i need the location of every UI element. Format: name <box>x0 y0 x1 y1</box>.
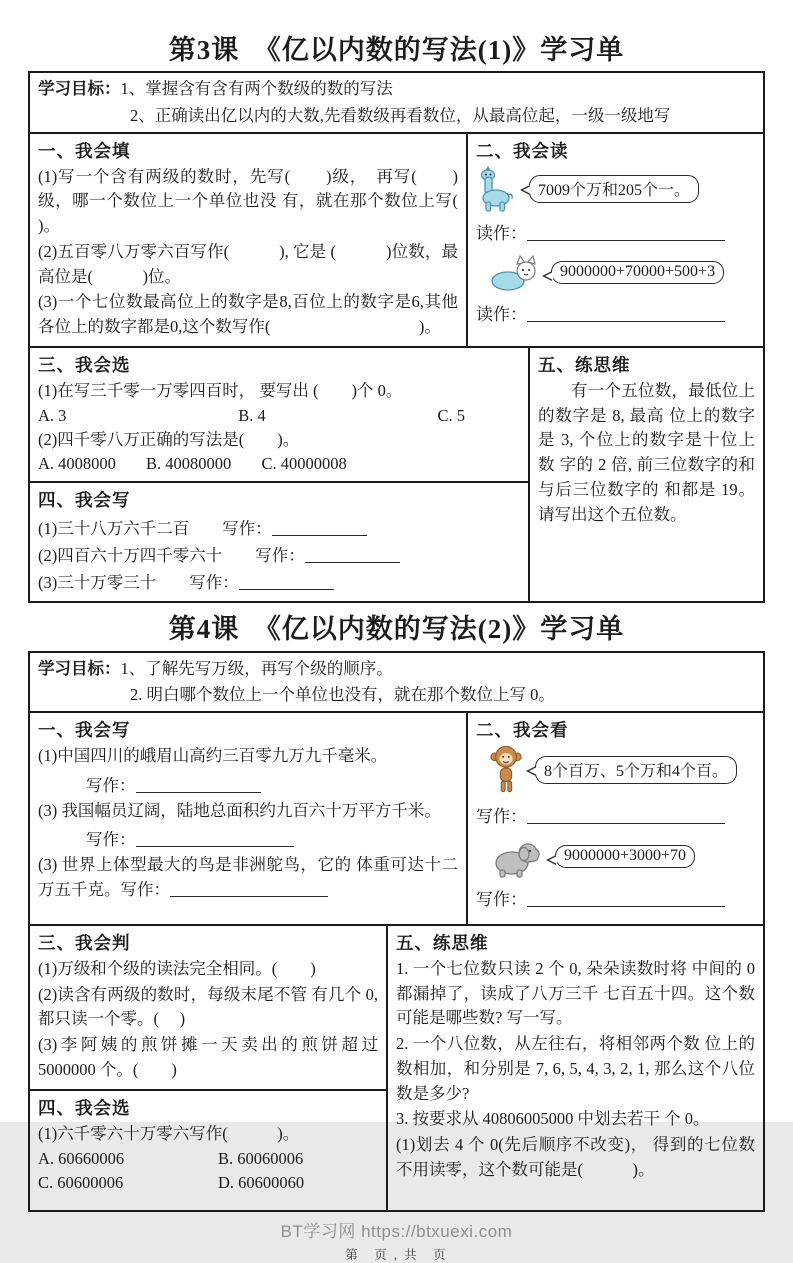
objective-line-2: 2、正确读出亿以内的大数,先看数级再看数位，从最高位起，一级一级地写 <box>130 105 671 125</box>
look-label: 写作： <box>476 806 527 826</box>
think-item: (1)划去 4 个 0(先后顺序不改变)， 得到的七位数不用读零，这个数可能是( )。 <box>396 1135 755 1179</box>
read-answer-line <box>476 219 755 244</box>
watermark-text: BT学习网 https://btxuexi.com <box>280 1221 513 1241</box>
section-heading: 三、我会判 <box>38 932 131 953</box>
answer-blank <box>136 831 294 847</box>
choose-question: (1)在写三千零一万零四百时， 要写出 ( )个 0。 <box>38 380 403 400</box>
lesson4-section-judge <box>30 926 386 1089</box>
option: B. 40080000 <box>146 454 232 474</box>
read-label: 读作： <box>476 304 527 324</box>
objective-line-1: 学习目标：1、掌握含有含有两个数级的数的写法 <box>38 79 393 99</box>
write-answer-line: 写作： <box>38 826 458 850</box>
fill-item: (3)一个七位数最高位上的数字是8,百位上的数字是6,其他各位上的数字都是0,这个数写作( )。 <box>38 292 458 337</box>
think-item: 2. 一个八位数，从左往右，将相邻两个数 位上的数相加，和分别是 7, 6, 5, 4, 3, 2, 1, 那么这个八位数是多少? <box>396 1034 755 1103</box>
lesson4-section-look <box>468 713 763 924</box>
judge-item: (1)万级和个级的读法完全相同。( ) <box>38 958 316 978</box>
speech-bubble: 9000000+70000+500+3 <box>551 261 724 284</box>
lesson3-section-read <box>468 134 763 346</box>
pony-icon <box>476 166 516 212</box>
look-answer-line <box>476 802 755 827</box>
write-answer-line: 写作： <box>38 772 458 796</box>
option: C. 40000008 <box>261 454 347 474</box>
think-item: 3. 按要求从 40806005000 中划去若干 个 0。 <box>396 1109 710 1129</box>
monkey-icon <box>490 745 522 795</box>
answer-blank <box>305 547 400 563</box>
lesson4-title: 第4课 《亿以内数的写法(2)》学习单 <box>168 614 625 645</box>
write-item: (2)四百六十万四千零六十 写作： <box>38 542 520 566</box>
lesson3-section-think <box>530 348 763 602</box>
lesson3-section-choose <box>30 348 528 482</box>
write-item: (3)三十万零三十 写作： <box>38 569 520 593</box>
section-heading: 五、练思维 <box>538 354 631 375</box>
objectives-label: 学习目标： <box>38 659 121 678</box>
speech-bubble: 8个百万、5个万和4个百。 <box>535 756 737 784</box>
lesson4-section-write <box>30 713 468 924</box>
option: C. 60600006 <box>38 1173 124 1193</box>
look-answer-line <box>476 885 755 910</box>
write-item: (1)三十八万六千二百 写作： <box>38 515 520 539</box>
lesson3-objectives <box>30 73 763 131</box>
speech-bubble: 9000000+3000+70 <box>555 845 695 868</box>
write-item: (3) 世界上体型最大的鸟是非洲鸵鸟，它的 体重可达十二万五千克。写作： <box>38 855 458 900</box>
read-item <box>476 166 755 212</box>
lesson4-section-choose <box>30 1089 386 1210</box>
section-heading: 四、我会写 <box>38 490 131 511</box>
read-answer-line <box>476 300 755 325</box>
look-item <box>476 836 755 878</box>
judge-item: (2)读含有两级的数时，每级末尾不管 有几个 0, 都只读一个零。( ) <box>38 984 378 1029</box>
option: D. 60600060 <box>218 1173 305 1193</box>
choose-question: (2)四千零八万正确的写法是( )。 <box>38 429 300 449</box>
answer-blank <box>272 520 367 536</box>
choose-question: (1)六千零六十万零六写作( )。 <box>38 1123 300 1143</box>
option: A. 4008000 <box>38 454 116 474</box>
answer-blank <box>170 881 328 897</box>
lesson3-section-write <box>30 481 528 601</box>
section-heading: 一、我会写 <box>38 719 131 740</box>
fill-item: (2)五百零八万零六百写作( ), 它是 ( )位数，最高位是( )位。 <box>38 241 458 286</box>
objective-line-1: 学习目标：1、了解先写万级，再写个级的顺序。 <box>38 658 393 678</box>
section-heading: 四、我会选 <box>38 1097 131 1118</box>
think-body: 有一个五位数，最低位上的数字是 8, 最高 位上的数字是 3, 个位上的数字是十位上数 字的 2 倍, 前三位数字的和与后三位数字的 和都是 19。请写出这个五位数。 <box>538 380 755 524</box>
option: A. 60660006 <box>38 1149 125 1169</box>
write-item: (1)中国四川的峨眉山高约三百零九万九千毫米。 <box>38 745 388 765</box>
option: A. 3 <box>38 405 67 425</box>
lesson4-section-think <box>388 926 763 1210</box>
answer-blank <box>527 306 725 322</box>
write-item: (3) 我国幅员辽阔，陆地总面积约九百六十万平方千米。 <box>38 800 441 820</box>
answer-blank <box>136 777 261 793</box>
lesson4-table <box>28 651 765 1212</box>
section-heading: 二、我会读 <box>476 140 569 161</box>
answer-blank <box>239 574 334 590</box>
objective-line-2: 2. 明白哪个数位上一个单位也没有，就在那个数位上写 0。 <box>130 685 555 705</box>
answer-blank <box>527 891 725 907</box>
lesson3-table <box>28 71 765 603</box>
judge-item: (3)李阿姨的煎饼摊一天卖出的煎饼超过 5000000 个。( ) <box>38 1035 378 1079</box>
answer-blank <box>527 225 725 241</box>
dog-icon <box>490 253 538 293</box>
lesson3-left-column <box>30 348 530 602</box>
page-footer <box>28 1217 765 1263</box>
answer-blank <box>527 808 725 824</box>
think-item: 1. 一个七位数只读 2 个 0, 朵朵读数时将 中间的 0 都漏掉了，读成了八万三千 七百五十四。这个数可能是哪些数? 写一写。 <box>396 958 755 1028</box>
choose-options <box>38 406 520 426</box>
section-heading: 一、我会填 <box>38 140 131 161</box>
section-heading: 五、练思维 <box>396 932 489 953</box>
lesson3-section-fill <box>30 134 479 346</box>
choose-options <box>38 1149 378 1193</box>
read-item <box>476 253 755 293</box>
lesson3-title: 第3课 《亿以内数的写法(1)》学习单 <box>168 35 625 65</box>
look-item <box>476 745 755 795</box>
speech-bubble: 7009个万和205个一。 <box>529 175 699 203</box>
fill-item: (1)写一个含有两级的数时，先写( )级， 再写( )级，哪一个数位上一个单位也没 有，就在那个数位上写( )。 <box>38 166 479 236</box>
option: C. 5 <box>437 405 465 425</box>
elephant-icon <box>490 836 542 878</box>
lesson4-objectives <box>30 653 763 711</box>
lesson4-left-column <box>30 926 388 1210</box>
objectives-label: 学习目标： <box>38 80 121 99</box>
section-heading: 三、我会选 <box>38 354 131 375</box>
choose-options <box>38 454 520 474</box>
read-label: 读作： <box>476 223 527 243</box>
option: B. 4 <box>238 405 266 425</box>
page-number-line: 第 页 , 共 页 <box>345 1247 448 1262</box>
option: B. 60060006 <box>218 1149 304 1169</box>
look-label: 写作： <box>476 889 527 909</box>
section-heading: 二、我会看 <box>476 719 569 740</box>
